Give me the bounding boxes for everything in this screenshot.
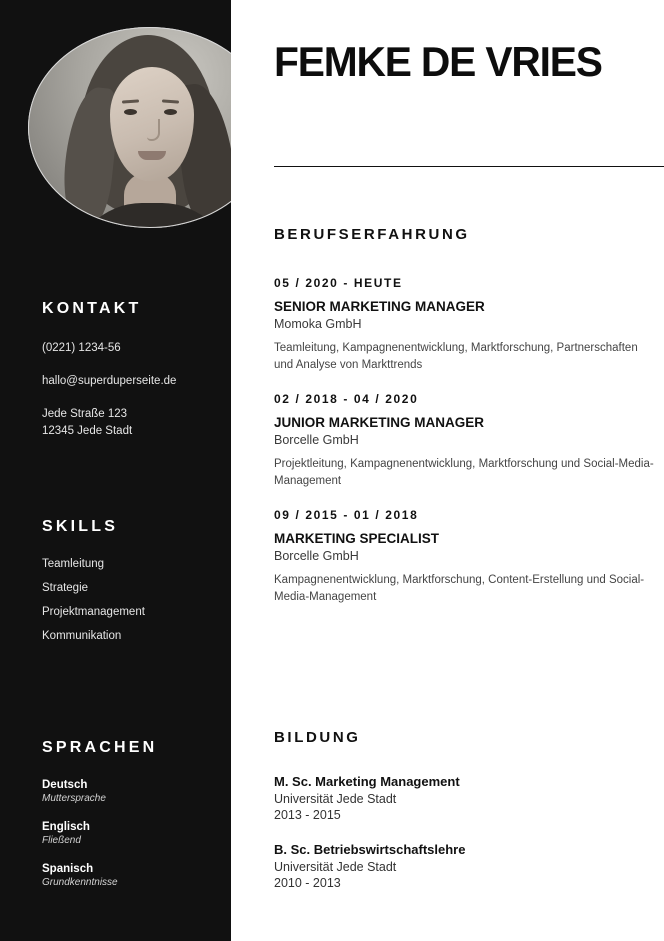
experience-entry xyxy=(274,508,654,606)
language-name: Deutsch xyxy=(42,779,88,791)
experience-description: Kampagnenentwicklung, Marktforschung, Content-Erstellung und Social-Media-Management xyxy=(274,574,645,603)
experience-role: SENIOR MARKETING MANAGER xyxy=(274,299,485,314)
skill-item: Teamleitung xyxy=(42,558,105,570)
experience-company: Borcelle GmbH xyxy=(274,433,359,447)
education-degree: B. Sc. Betriebswirtschaftslehre xyxy=(274,842,466,857)
education-entry xyxy=(274,842,654,890)
education-degree: M. Sc. Marketing Management xyxy=(274,774,460,789)
language-level: Muttersprache xyxy=(42,793,106,804)
photo-eye-right xyxy=(164,109,177,115)
photo-eye-left xyxy=(124,109,137,115)
education-years: 2010 - 2013 xyxy=(274,876,341,890)
contact-address-line2: 12345 Jede Stadt xyxy=(42,425,133,437)
experience-heading: BERUFSERFAHRUNG xyxy=(274,226,470,243)
main-content xyxy=(231,0,664,941)
contact-phone: (0221) 1234-56 xyxy=(42,342,121,354)
experience-role: MARKETING SPECIALIST xyxy=(274,531,440,546)
contact-section xyxy=(42,300,217,456)
education-years: 2013 - 2015 xyxy=(274,808,341,822)
skill-item: Projektmanagement xyxy=(42,606,145,618)
skill-item: Strategie xyxy=(42,582,89,594)
language-item xyxy=(42,863,217,888)
language-level: Grundkenntnisse xyxy=(42,877,118,888)
experience-date: 09 / 2015 - 01 / 2018 xyxy=(274,508,419,522)
contact-heading: KONTAKT xyxy=(42,300,142,317)
languages-section xyxy=(42,739,217,905)
education-list xyxy=(274,774,654,910)
experience-entry xyxy=(274,276,654,374)
language-item xyxy=(42,821,217,846)
experience-description: Teamleitung, Kampagnenentwicklung, Marktforschung, Partnerschaften und Analyse von Markttrends xyxy=(274,342,638,371)
education-heading: BILDUNG xyxy=(274,729,361,746)
photo-nose xyxy=(147,119,160,141)
experience-role: JUNIOR MARKETING MANAGER xyxy=(274,415,485,430)
language-level: Fließend xyxy=(42,835,81,846)
experience-company: Borcelle GmbH xyxy=(274,549,359,563)
education-entry xyxy=(274,774,654,822)
header-divider xyxy=(274,166,664,167)
experience-date: 02 / 2018 - 04 / 2020 xyxy=(274,392,419,406)
skills-section xyxy=(42,518,217,654)
experience-list xyxy=(274,276,654,624)
experience-date: 05 / 2020 - HEUTE xyxy=(274,276,403,290)
language-name: Englisch xyxy=(42,821,90,833)
sidebar xyxy=(0,0,231,941)
skill-item: Kommunikation xyxy=(42,630,122,642)
education-school: Universität Jede Stadt xyxy=(274,860,397,874)
experience-entry xyxy=(274,392,654,490)
experience-description: Projektleitung, Kampagnenentwicklung, Marktforschung und Social-Media-Management xyxy=(274,458,654,487)
experience-company: Momoka GmbH xyxy=(274,317,362,331)
contact-address-line1: Jede Straße 123 xyxy=(42,408,128,420)
page-title: FEMKE DE VRIES xyxy=(274,38,602,85)
contact-email: hallo@superduperseite.de xyxy=(42,375,177,387)
skills-heading: SKILLS xyxy=(42,518,119,535)
language-name: Spanisch xyxy=(42,863,94,875)
language-item xyxy=(42,779,217,804)
languages-heading: SPRACHEN xyxy=(42,739,158,756)
education-school: Universität Jede Stadt xyxy=(274,792,397,806)
